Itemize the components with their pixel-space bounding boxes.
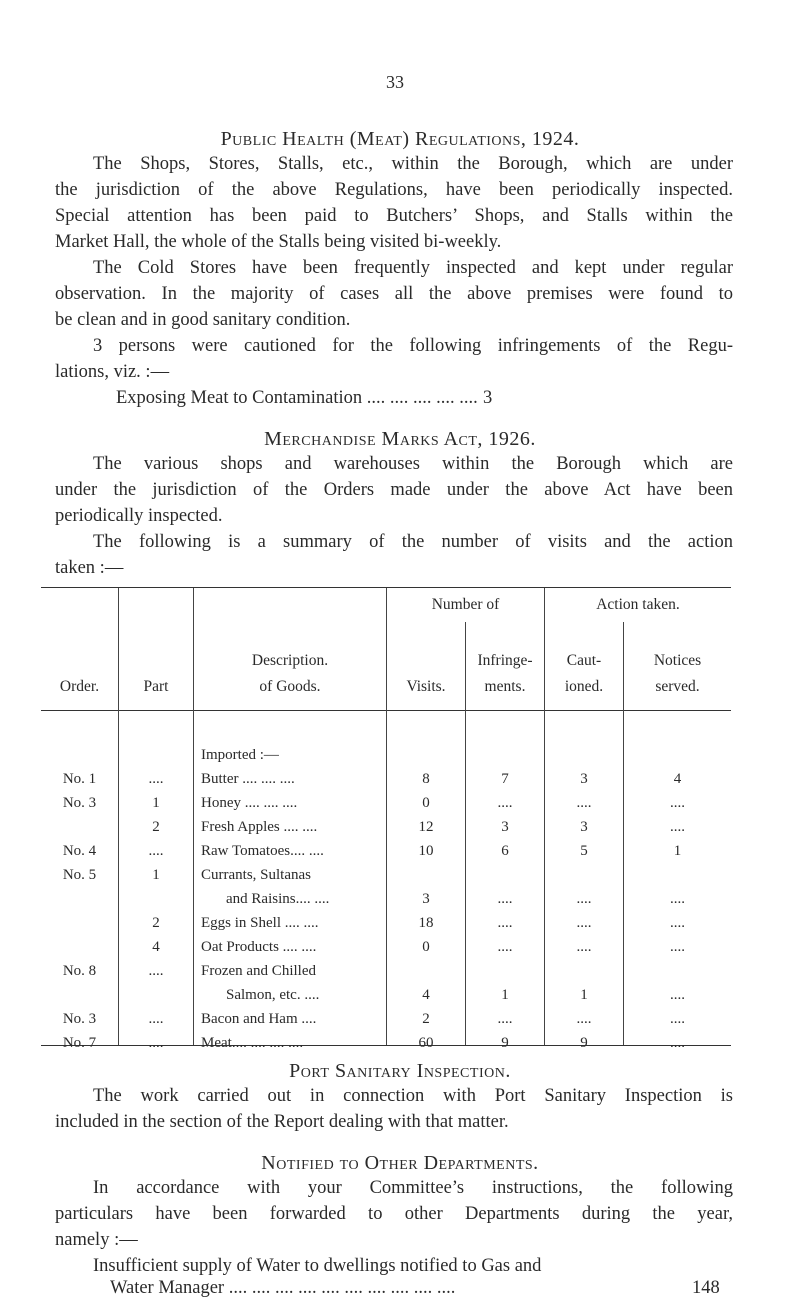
row-description: Eggs in Shell .... ....: [201, 915, 319, 931]
row-infringements: ....: [497, 891, 513, 907]
row-part: ....: [148, 771, 164, 787]
row-cautioned: ....: [576, 891, 592, 907]
row-description: Oat Products .... ....: [201, 939, 317, 955]
row-notices: ....: [670, 1011, 685, 1027]
infringements-column-header: Infringe-: [477, 652, 533, 669]
description-column-header: Description.: [251, 652, 329, 669]
row-cautioned: ....: [576, 795, 592, 811]
row-part: 4: [152, 939, 160, 955]
action-taken-group-header: Action taken.: [596, 596, 680, 613]
row-notices: ....: [670, 987, 685, 1003]
row-cautioned: 3: [580, 771, 588, 787]
port-para-line: The work carried out in connection with Port Sanitary Inspection is: [93, 1086, 733, 1106]
merch-para1-line: The various shops and warehouses within the Borough which are: [93, 454, 733, 474]
row-part: ....: [148, 1035, 164, 1051]
row-description: Meat.... .... .... ....: [201, 1035, 304, 1051]
row-part: ....: [148, 1011, 164, 1027]
row-visits: 10: [418, 843, 434, 859]
row-description: Honey .... .... ....: [201, 795, 298, 811]
merch-para2-line: taken :—: [55, 558, 124, 578]
row-order: No. 8: [62, 963, 97, 979]
row-infringements: 3: [501, 819, 509, 835]
row-visits: 3: [422, 891, 430, 907]
row-infringements: ....: [497, 939, 513, 955]
meat-para1-line: the jurisdiction of the above Regulations, have been periodically inspected.: [55, 180, 733, 200]
row-description: Bacon and Ham ....: [201, 1011, 317, 1027]
row-notices: ....: [670, 939, 685, 955]
number-of-group-header: Number of: [431, 596, 500, 613]
part-column-header: Part: [143, 678, 169, 695]
cautioned-column-header: Caut-: [566, 652, 602, 669]
row-order: No. 1: [62, 771, 97, 787]
meat-para1-line: The Shops, Stores, Stalls, etc., within the Borough, which are under: [93, 154, 733, 174]
row-order: No. 3: [62, 795, 97, 811]
row-cautioned: ....: [576, 915, 592, 931]
notified-para-line: In accordance with your Committee’s instructions, the following: [93, 1178, 733, 1198]
notified-para-line: particulars have been forwarded to other Departments during the year,: [55, 1204, 733, 1224]
row-visits: 0: [422, 795, 430, 811]
meat-regulations-heading: Public Health (Meat) Regulations, 1924.: [220, 128, 580, 150]
water-supply-item-line: Water Manager .... .... .... .... .... .... .... .... .... ....: [110, 1278, 456, 1298]
row-visits: 18: [418, 915, 434, 931]
row-visits: 0: [422, 939, 430, 955]
row-infringements: ....: [497, 795, 513, 811]
row-order: No. 3: [62, 1011, 97, 1027]
meat-para2-line: be clean and in good sanitary condition.: [55, 310, 351, 330]
merch-para2-line: The following is a summary of the number of visits and the action: [93, 532, 733, 552]
row-description: Currants, Sultanas: [201, 867, 311, 883]
row-visits: 8: [422, 771, 430, 787]
row-part: 2: [152, 819, 160, 835]
row-infringements: ....: [497, 915, 513, 931]
merch-para1-line: periodically inspected.: [55, 506, 223, 526]
row-infringements: ....: [497, 1011, 513, 1027]
row-part: 2: [152, 915, 160, 931]
row-cautioned: 3: [580, 819, 588, 835]
row-description: Frozen and Chilled: [201, 963, 316, 979]
infringements-column-header: ments.: [484, 678, 526, 695]
row-description: Fresh Apples .... ....: [201, 819, 318, 835]
row-cautioned: 5: [580, 843, 588, 859]
row-notices: ....: [670, 1035, 685, 1051]
row-description: Raw Tomatoes.... ....: [201, 843, 324, 859]
page-number: 33: [386, 72, 404, 92]
notices-column-header: Notices: [653, 652, 702, 669]
order-column-header: Order.: [59, 678, 100, 695]
row-cautioned: 9: [580, 1035, 588, 1051]
row-description: Butter .... .... ....: [201, 771, 295, 787]
cautioned-column-header: ioned.: [564, 678, 604, 695]
row-notices: 4: [673, 771, 682, 787]
notices-column-header: served.: [655, 678, 700, 695]
contamination-item-label: Exposing Meat to Contamination .... .... .... .... ....: [116, 388, 478, 408]
port-sanitary-heading: Port Sanitary Inspection.: [289, 1060, 511, 1082]
meat-para2-line: observation. In the majority of cases all the above premises were found to: [55, 284, 733, 304]
row-notices: ....: [670, 819, 685, 835]
row-visits: 2: [422, 1011, 430, 1027]
row-cautioned: 1: [580, 987, 588, 1003]
row-notices: ....: [670, 795, 685, 811]
meat-para1-line: Special attention has been paid to Butchers’ Shops, and Stalls within the: [55, 206, 733, 226]
meat-para2-line: The Cold Stores have been frequently inspected and kept under regular: [93, 258, 733, 278]
row-visits: 4: [422, 987, 430, 1003]
row-cautioned: ....: [576, 939, 592, 955]
row-infringements: 9: [501, 1035, 509, 1051]
merch-para1-line: under the jurisdiction of the Orders made under the above Act have been: [55, 480, 733, 500]
water-supply-item-line: Insufficient supply of Water to dwellings notified to Gas and: [93, 1256, 542, 1276]
row-notices: 1: [673, 843, 682, 859]
meat-para3-line: lations, viz. :—: [55, 362, 170, 382]
description-column-header: of Goods.: [259, 678, 321, 695]
row-part: ....: [148, 963, 164, 979]
row-order: No. 5: [62, 867, 97, 883]
visits-column-header: Visits.: [406, 678, 446, 695]
row-description: and Raisins.... ....: [226, 891, 330, 907]
row-order: No. 7: [62, 1035, 97, 1051]
row-part: 1: [152, 795, 160, 811]
row-infringements: 7: [501, 771, 509, 787]
contamination-item-count: 3: [483, 388, 493, 408]
imported-section-label: Imported :—: [201, 747, 279, 763]
row-visits: 12: [418, 819, 434, 835]
merchandise-marks-heading: Merchandise Marks Act, 1926.: [264, 428, 536, 450]
row-part: ....: [148, 843, 164, 859]
row-notices: ....: [670, 915, 685, 931]
row-infringements: 1: [501, 987, 509, 1003]
row-order: No. 4: [62, 843, 97, 859]
water-supply-item-count: 148: [692, 1278, 720, 1298]
row-part: 1: [152, 867, 160, 883]
row-visits: 60: [418, 1035, 434, 1051]
row-notices: ....: [670, 891, 685, 907]
notified-departments-heading: Notified to Other Departments.: [261, 1152, 539, 1174]
row-description: Salmon, etc. ....: [226, 987, 320, 1003]
row-infringements: 6: [501, 843, 509, 859]
notified-para-line: namely :—: [55, 1230, 138, 1250]
meat-para3-line: 3 persons were cautioned for the following infringements of the Regu-: [93, 336, 733, 356]
port-para-line: included in the section of the Report dealing with that matter.: [55, 1112, 509, 1132]
row-cautioned: ....: [576, 1011, 592, 1027]
meat-para1-line: Market Hall, the whole of the Stalls being visited bi-weekly.: [55, 232, 502, 252]
